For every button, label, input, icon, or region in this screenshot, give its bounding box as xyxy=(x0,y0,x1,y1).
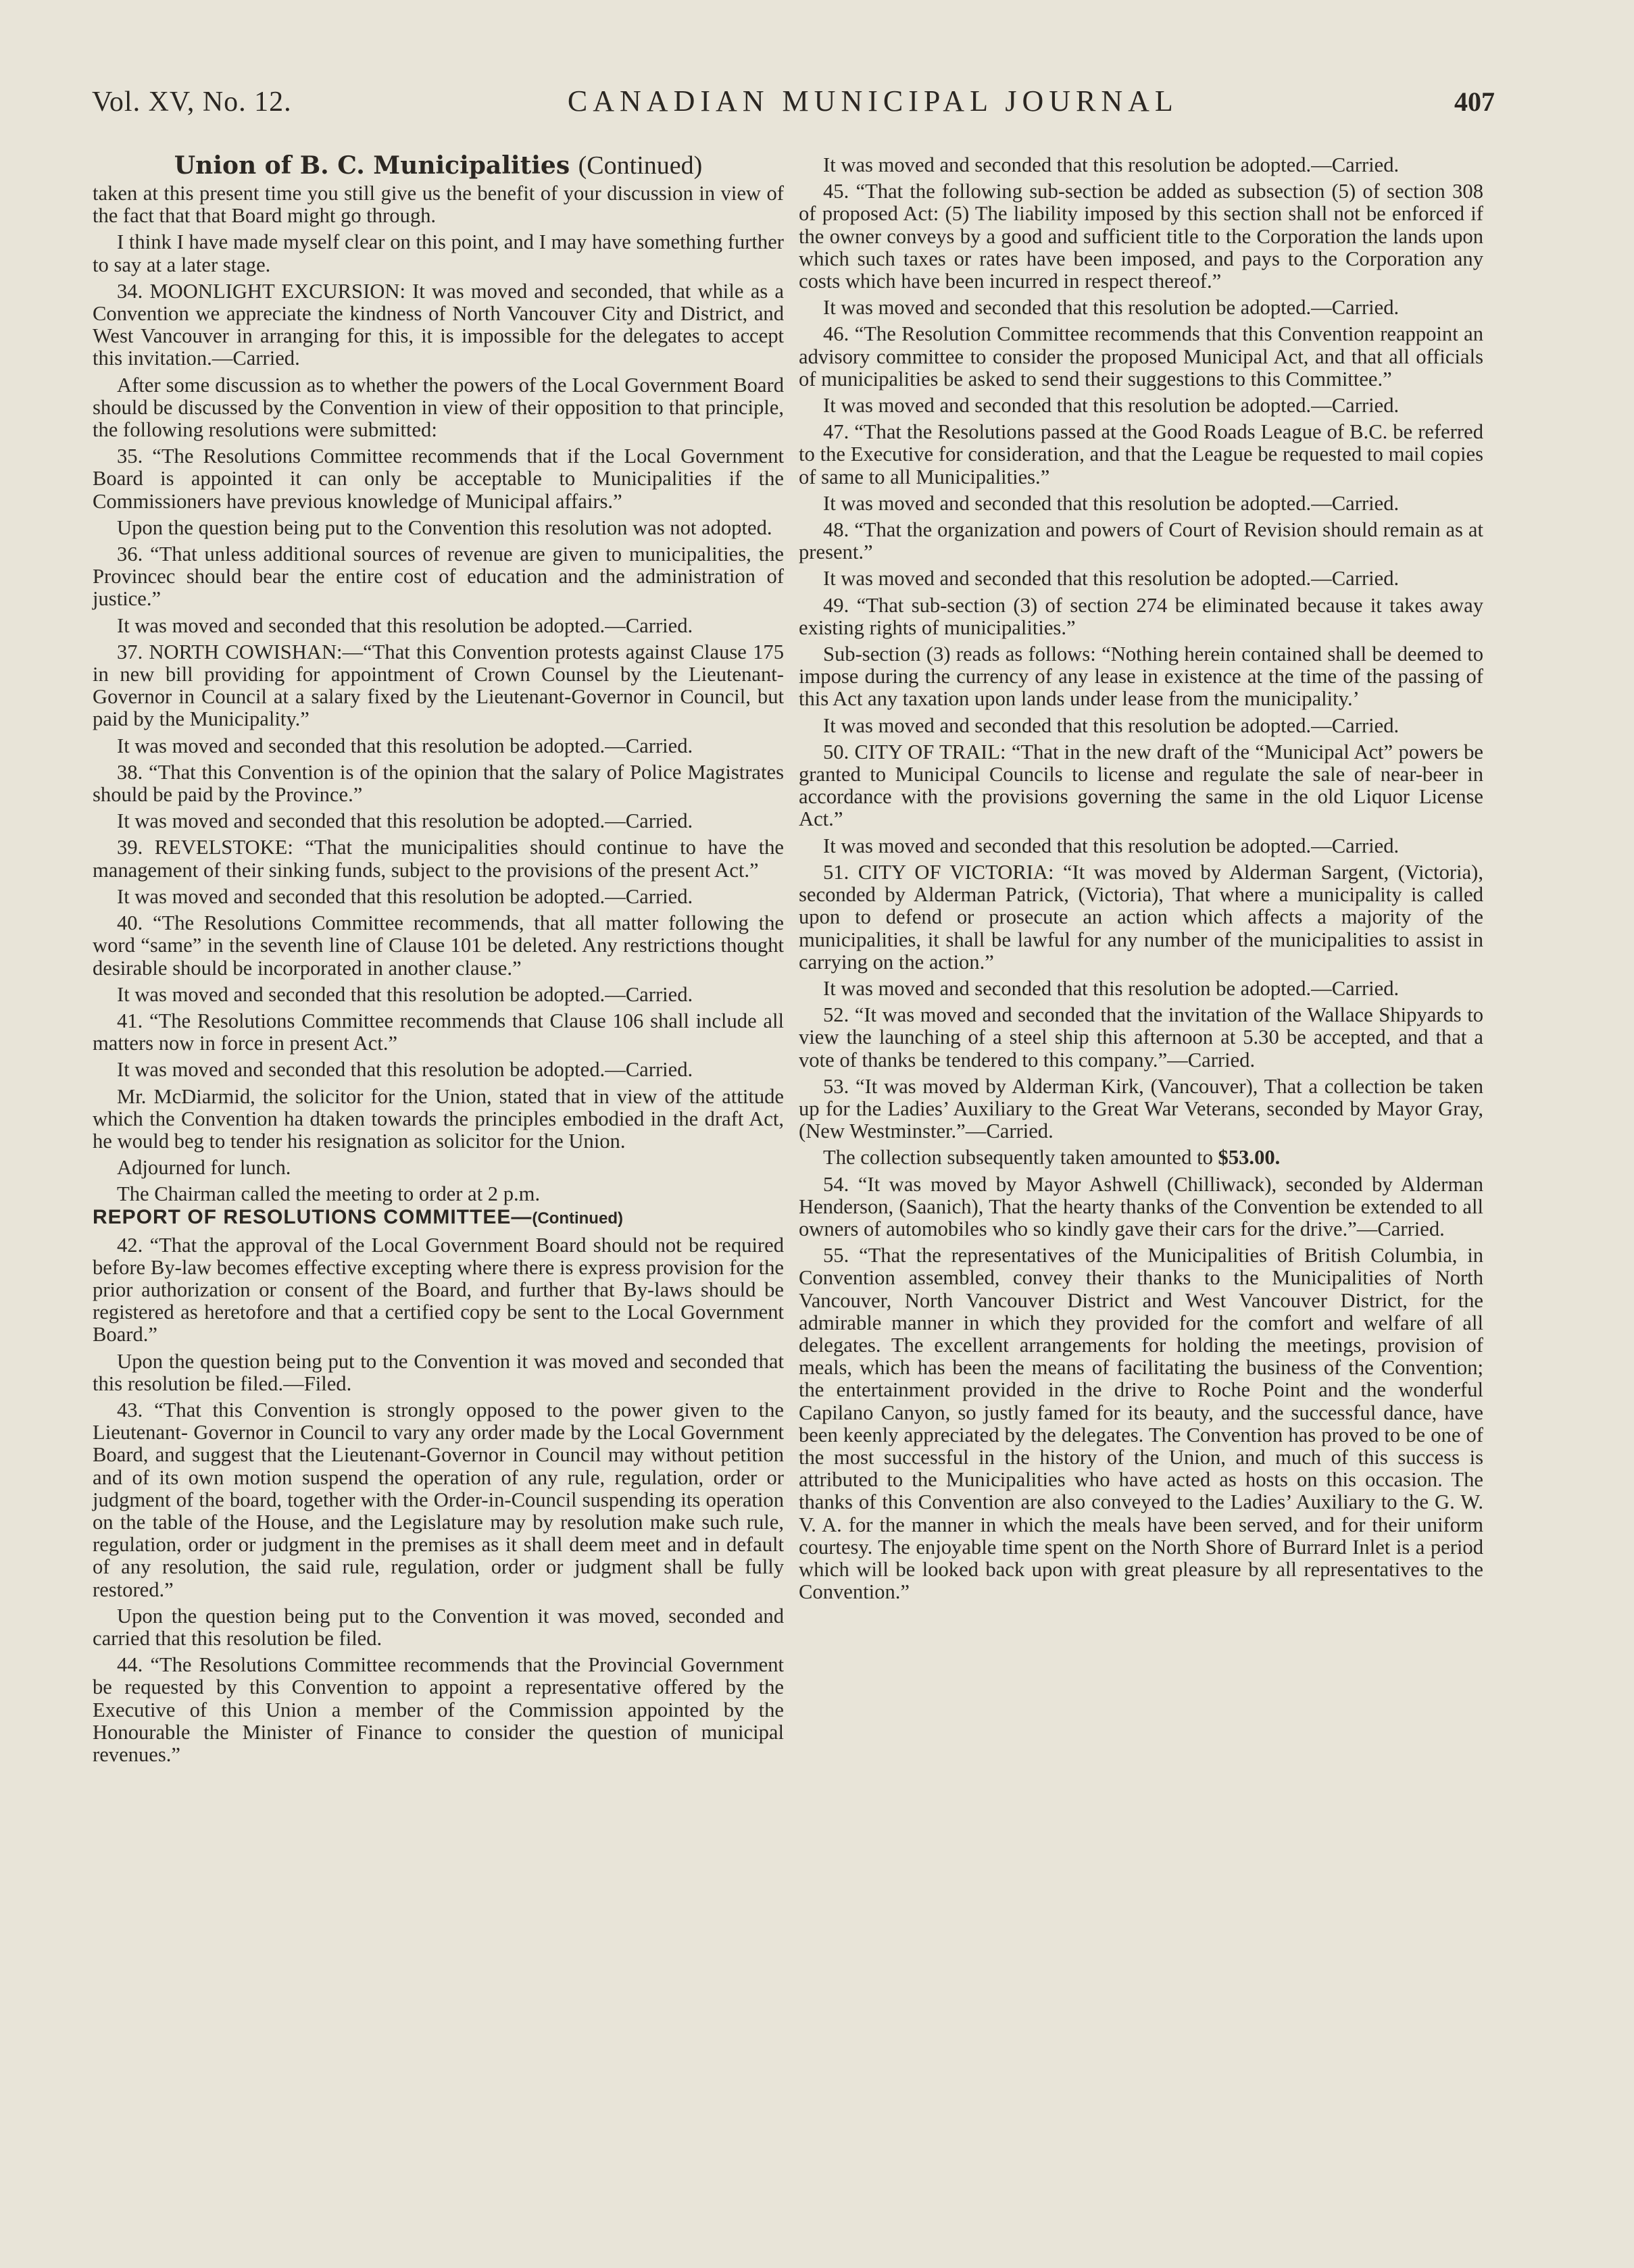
paragraph: 51. CITY OF VICTORIA: “It was moved by Alderman Sargent, (Victoria), seconded by Alderman Patrick, (Victoria), That where a municipality is called upon to defend or prosecute an action which affects a majority of the municipalities, it shall be lawful for any number of the municipalities to assist in carrying on the action.” xyxy=(799,860,1483,974)
paragraph: 47. “That the Resolutions passed at the Good Roads League of B.C. be referred to the Executive for consideration, and that the League be requested to mail copies of same to all Municipalities.” xyxy=(799,420,1483,488)
paragraph: 36. “That unless additional sources of revenue are given to municipalities, the Provincec should bear the entire cost of education and the administration of justice.” xyxy=(93,543,784,611)
paragraph: The Chairman called the meeting to order at 2 p.m. xyxy=(117,1182,541,1206)
paragraph: 41. “The Resolutions Committee recommends that Clause 106 shall include all matters now in force in present Act.” xyxy=(93,1009,784,1055)
right-paragraphs xyxy=(799,154,1483,1142)
right-column xyxy=(799,150,1483,1603)
left-column xyxy=(93,150,784,1766)
paragraph: It was moved and seconded that this resolution be adopted.—Carried. xyxy=(823,394,1400,418)
paragraph: After some discussion as to whether the powers of the Local Government Board should be discussed by the Convention in view of their opposition to that principle, the following resolutions were submitted: xyxy=(93,373,784,442)
paragraph: 55. “That the representatives of the Municipalities of British Columbia, in Convention assembled, convey their thanks to the Municipalities of North Vancouver, North Vancouver District and West Vancouver District, for the admirable manner in which they provided for the comfort and welfare of all delegates. The excellent arrangements for holding the meetings, provision of meals, which has been the means of facilitating the business of the Convention; the entertainment provided in the drive to Roche Point and the wonderful Capilano Canyon, so justly famed for its beauty, and the successful dance, have been keenly appreciated by the delegates. The Convention has proved to be one of the most successful in the history of the Union, and much of this success is attributed to the Municipalities who have acted as hosts on this occasion. The thanks of this Convention are also conveyed to the Ladies’ Auxiliary to the G. W. V. A. for the manner in which the meals have been served, and for their uniform courtesy. The enjoyable time spent on the North Shore of Burrard Inlet is a period which will be looked back upon with great pleasure by all representatives to the Convention.” xyxy=(799,1244,1483,1604)
paragraph: It was moved and seconded that this resolution be adopted.—Carried. xyxy=(823,491,1400,515)
paragraph: It was moved and seconded that this resolution be adopted.—Carried. xyxy=(117,809,693,833)
paragraph: 46. “The Resolution Committee recommends that this Convention reappoint an advisory committee to consider the proposed Municipal Act, and that all officials of municipalities be asked to send their suggestions to this Committee.” xyxy=(799,322,1483,390)
paragraph: taken at this present time you still give us the benefit of your discussion in view of the fact that that Board might go through. xyxy=(93,182,784,228)
paragraph: Adjourned for lunch. xyxy=(117,1156,291,1180)
paragraph: 49. “That sub-section (3) of section 274 be eliminated because it takes away existing rights of municipalities.” xyxy=(799,593,1483,639)
paragraph: 39. REVELSTOKE: “That the municipalities should continue to have the management of their sinking funds, subject to the provisions of the present Act.” xyxy=(93,836,784,882)
paragraph: It was moved and seconded that this resolution be adopted.—Carried. xyxy=(117,884,693,908)
report-subheading xyxy=(93,1206,784,1230)
left-paragraphs xyxy=(93,182,784,1206)
section-title xyxy=(93,150,784,181)
paragraph: Upon the question being put to the Convention it was moved, seconded and carried that this resolution be filed. xyxy=(93,1604,784,1650)
paragraph: Upon the question being put to the Convention this resolution was not adopted. xyxy=(117,515,772,539)
paragraph: Sub-section (3) reads as follows: “Nothing herein contained shall be deemed to impose during the currency of any lease in existence at the time of the passing of this Act any taxation upon lands under lease from the municipality.’ xyxy=(799,642,1483,711)
paragraph: 38. “That this Convention is of the opinion that the salary of Police Magistrates should be paid by the Province.” xyxy=(93,760,784,807)
paragraph: Upon the question being put to the Convention it was moved and seconded that this resolution be filed.—Filed. xyxy=(93,1349,784,1395)
subheading-continued: (Continued) xyxy=(532,1209,623,1228)
left-paragraphs-continued xyxy=(93,1234,784,1767)
right-paragraphs-continued xyxy=(799,1174,1483,1604)
paragraph: 34. MOONLIGHT EXCURSION: It was moved and seconded, that while as a Convention we appreciate the kindness of North Vancouver City and District, and West Vancouver in arranging for this, it is impossible for the delegates to accept this invitation.—Carried. xyxy=(93,279,784,370)
paragraph: 40. “The Resolutions Committee recommends, that all matter following the word “same” in the seventh line of Clause 101 be deleted. Any restrictions thought desirable should be incorporated in another clause.” xyxy=(93,911,784,980)
paragraph: Mr. McDiarmid, the solicitor for the Union, stated that in view of the attitude which the Convention ha dtaken towards the principles embodied in the draft Act, he would beg to tender his resignation as solicitor for the Union. xyxy=(93,1084,784,1153)
page-number: 407 xyxy=(1454,86,1495,117)
paragraph: It was moved and seconded that this resolution be adopted.—Carried. xyxy=(823,713,1400,737)
paragraph: I think I have made myself clear on this point, and I may have something further to say at a later stage. xyxy=(93,230,784,276)
paragraph: 52. “It was moved and seconded that the invitation of the Wallace Shipyards to view the launching of a steel ship this afternoon at 5.30 be accepted, and that a vote of thanks be tendered to this company.”—Carried. xyxy=(799,1003,1483,1072)
volume-number: Vol. XV, No. 12. xyxy=(92,86,292,118)
paragraph: 37. NORTH COWISHAN:—“That this Convention protests against Clause 175 in new bill providing for appointment of Crown Counsel by the Lieutenant-Governor in Council at a salary fixed by the Lieutenant-Governor in Council, but paid by the Municipality.” xyxy=(93,640,784,731)
paragraph: 43. “That this Convention is strongly opposed to the power given to the Lieutenant- Governor in Council to vary any order made by the Local Government Board, and suggest that the Lieutenant-Governor in Council may without petition and of its own motion suspend the operation of any rule, regulation, order or judgment of the board, together with the Order-in-Council suspending its operation on the table of the House, and the Legislature may by resolution make such rule, regulation, order or judgment in the premises as it shall deem meet and in default of any resolution, the said rule, regulation, order or judgment shall be fully restored.” xyxy=(93,1398,784,1601)
section-title-text: Union of B. C. Municipalities xyxy=(174,151,570,180)
paragraph: 48. “That the organization and powers of Court of Revision should remain as at present.” xyxy=(799,518,1483,564)
collection-text: The collection subsequently taken amounted to xyxy=(823,1146,1218,1169)
paragraph: 35. “The Resolutions Committee recommends that if the Local Government Board is appointed it can only be acceptable to Municipalities if the Commissioners have previous knowledge of Municipal affairs.” xyxy=(93,445,784,513)
paragraph: 50. CITY OF TRAIL: “That in the new draft of the “Municipal Act” powers be granted to Municipal Councils to license and regulate the sale of near-beer in accordance with the provisions governing the same in the old Liquor License Act.” xyxy=(799,740,1483,831)
paragraph: It was moved and seconded that this resolution be adopted.—Carried. xyxy=(117,613,693,637)
paragraph: It was moved and seconded that this resolution be adopted.—Carried. xyxy=(823,296,1400,320)
section-continued: (Continued) xyxy=(578,151,703,180)
paragraph: 44. “The Resolutions Committee recommends that the Provincial Government be requested by this Convention to appoint a representative offered by the Executive of this Union a member of the Commission appointed by the Honourable the Minister of Finance to consider the question of municipal revenues.” xyxy=(93,1653,784,1766)
paragraph: 54. “It was moved by Mayor Ashwell (Chilliwack), seconded by Alderman Henderson, (Saanich), That the hearty thanks of the Convention be extended to all owners of automobiles who so kindly gave their cars for the drive.”—Carried. xyxy=(799,1172,1483,1240)
paragraph: It was moved and seconded that this resolution be adopted.—Carried. xyxy=(823,976,1400,1000)
page-header xyxy=(92,84,1495,131)
paragraph: 42. “That the approval of the Local Government Board should not be required before By-law becomes effective excepting where there is express provision for the prior authorization or consent of the Board, and further that By-laws should be registered as heretofore and that a certified copy be sent to the Local Government Board.” xyxy=(93,1233,784,1346)
subheading-text: REPORT OF RESOLUTIONS COMMITTEE— xyxy=(93,1205,533,1228)
paragraph: It was moved and seconded that this resolution be adopted.—Carried. xyxy=(117,982,693,1006)
paragraph: It was moved and seconded that this resolution be adopted.—Carried. xyxy=(823,153,1400,176)
paragraph: It was moved and seconded that this resolution be adopted.—Carried. xyxy=(117,734,693,757)
collection-amount: $53.00. xyxy=(1218,1146,1281,1169)
paragraph: 45. “That the following sub-section be added as subsection (5) of section 308 of proposed Act: (5) The liability imposed by this section shall not be enforced if the owner conveys by a good and sufficient title to the Corporation the lands upon which such taxes or rates have been imposed, and pays to the Corporation any costs which have been incurred in respect thereof.” xyxy=(799,180,1483,293)
paragraph: It was moved and seconded that this resolution be adopted.—Carried. xyxy=(823,834,1400,857)
paragraph: 53. “It was moved by Alderman Kirk, (Vancouver), That a collection be taken up for the Ladies’ Auxiliary to the Great War Veterans, seconded by Mayor Gray, (New Westminster.”—Carried. xyxy=(799,1074,1483,1143)
paragraph: It was moved and seconded that this resolution be adopted.—Carried. xyxy=(117,1058,693,1082)
journal-title: CANADIAN MUNICIPAL JOURNAL xyxy=(567,84,1179,118)
collection-paragraph xyxy=(799,1146,1483,1169)
paragraph: It was moved and seconded that this resolution be adopted.—Carried. xyxy=(823,567,1400,590)
